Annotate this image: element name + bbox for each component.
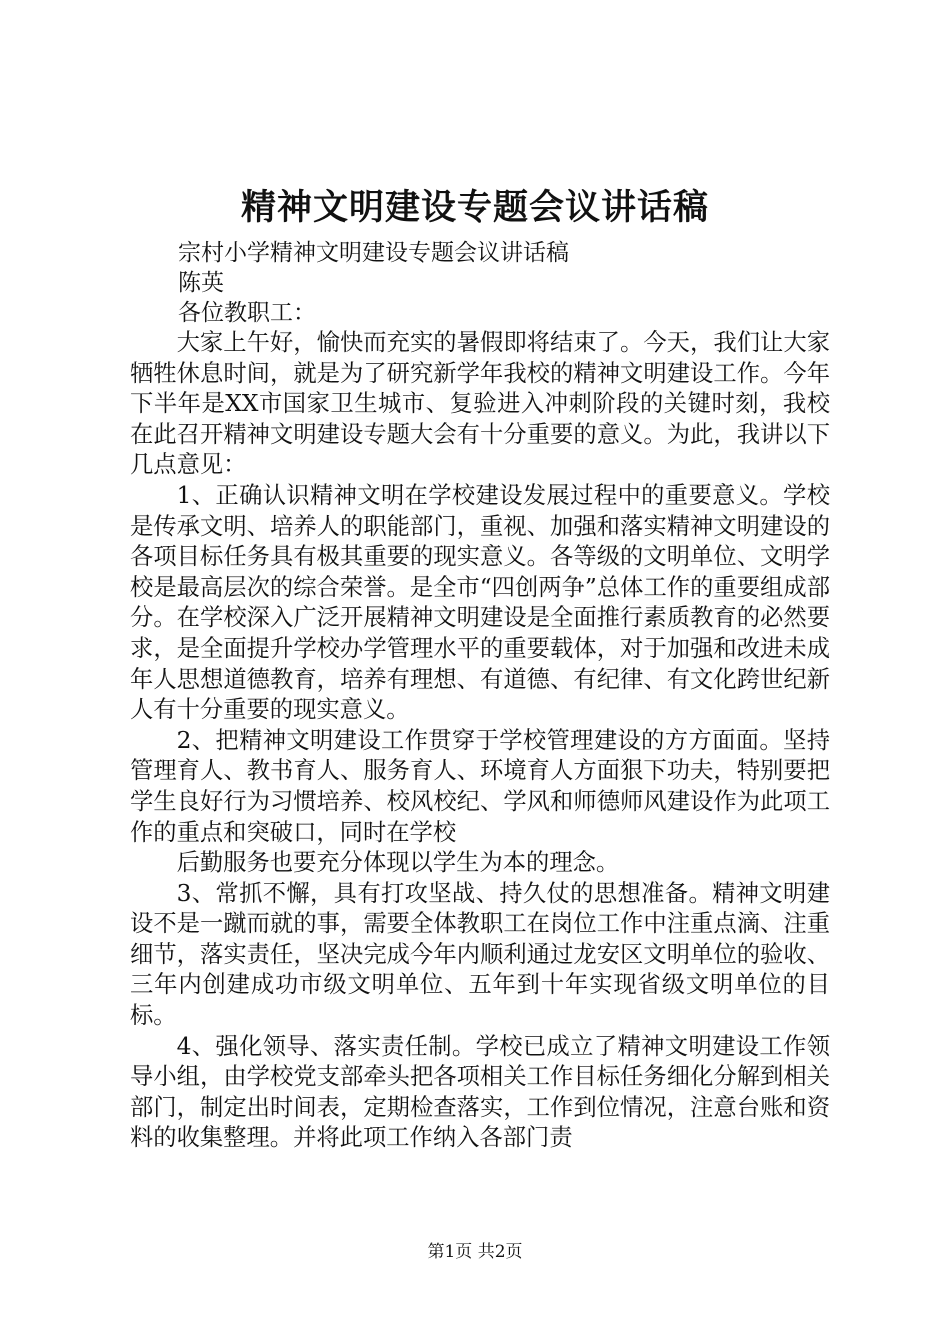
page-number-footer: 第1页 共2页 <box>427 1242 523 1262</box>
paragraph-intro: 大家上午好，愉快而充实的暑假即将结束了。今天，我们让大家牺牲休息时间，就是为了研究新学年我校的精神文明建设工作。今年下半年是XX市国家卫生城市、复验进入冲刺阶段的关键时刻，我校在此召开精神文明建设专题大会有十分重要的意义。为此，我讲以下几点意见： <box>130 329 830 479</box>
document-subtitle: 宗村小学精神文明建设专题会议讲话稿 <box>178 240 569 266</box>
paragraph-point-1: 1、正确认识精神文明在学校建设发展过程中的重要意义。学校是传承文明、培养人的职能部门，重视、加强和落实精神文明建设的各项目标任务具有极其重要的现实意义。各等级的文明单位、文明学校是最高层次的综合荣誉。是全市“四创两争”总体工作的重要组成部分。在学校深入广泛开展精神文明建设是全面推行素质教育的必然要求，是全面提升学校办学管理水平的重要载体，对于加强和改进未成年人思想道德教育，培养有理想、有道德、有纪律、有文化跨世纪新人有十分重要的现实意义。 <box>130 481 830 724</box>
paragraph-point-2-continued: 后勤服务也要充分体现以学生为本的理念。 <box>176 849 620 877</box>
salutation: 各位教职工： <box>178 300 316 326</box>
paragraph-point-4: 4、强化领导、落实责任制。学校已成立了精神文明建设工作领导小组，由学校党支部牵头把各项相关工作目标任务细化分解到相关部门，制定出时间表，定期检查落实，工作到位情况，注意台账和资料的收集整理。并将此项工作纳入各部门责 <box>130 1032 830 1152</box>
document-body <box>130 328 830 1154</box>
author-name: 陈英 <box>178 270 224 296</box>
paragraph-point-3: 3、常抓不懈，具有打攻坚战、持久仗的思想准备。精神文明建设不是一蹴而就的事，需要全体教职工在岗位工作中注重点滴、注重细节，落实责任，坚决完成今年内顺利通过龙安区文明单位的验收、三年内创建成功市级文明单位、五年到十年实现省级文明单位的目标。 <box>130 879 830 1030</box>
document-title: 精神文明建设专题会议讲话稿 <box>240 188 709 228</box>
paragraph-point-2: 2、把精神文明建设工作贯穿于学校管理建设的方方面面。坚持管理育人、教书育人、服务育人、环境育人方面狠下功夫，特别要把学生良好行为习惯培养、校风校纪、学风和师德师风建设作为此项工作的重点和突破口，同时在学校 <box>130 726 830 846</box>
